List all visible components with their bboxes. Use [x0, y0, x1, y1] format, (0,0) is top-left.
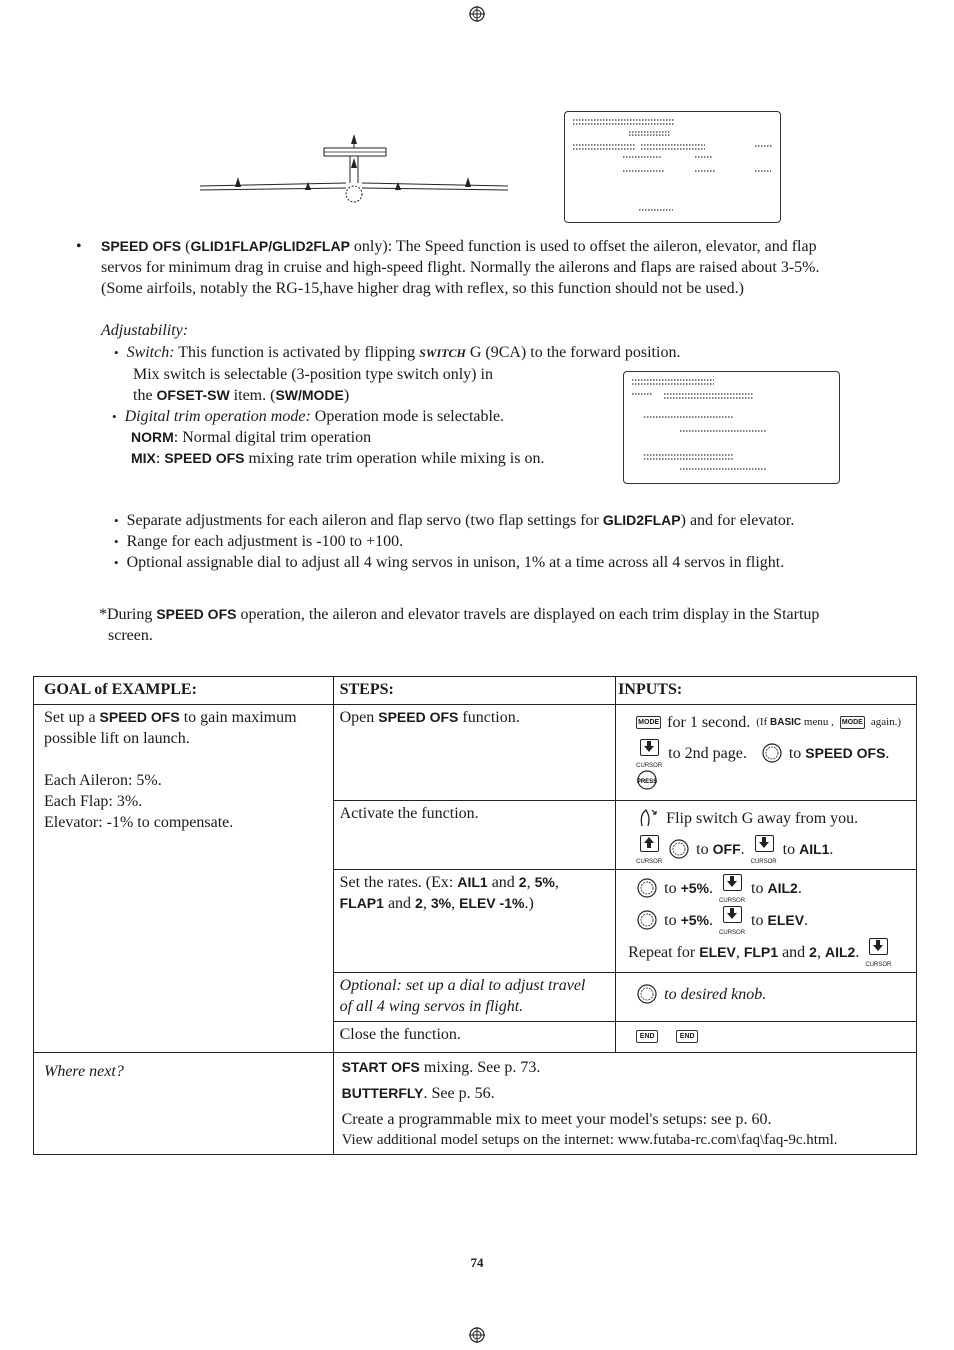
end-key-second[interactable]: END	[676, 1030, 698, 1043]
step-set-rates: Set the rates. (Ex: AIL1 and 2, 5%, FLAP1 and 2, 3%, ELEV -1%.)	[333, 870, 616, 973]
goal-cell: Set up a SPEED OFS to gain maximum possible lift on launch. Each Aileron: 5%. Each Flap: 3%. Elevator: -1% to compensate.	[34, 705, 334, 1053]
digital-trim-bullet: • Digital trim operation mode: Operation mode is selectable. NORM: Normal digital trim operation MIX: SPEED OFS mixing rate trim operation while mixing is on.	[112, 408, 545, 467]
speed-ofs-description: • SPEED OFS (GLID1FLAP/GLID2FLAP only): The Speed function is used to offset the aileron, elevator, and flap servos for minimum drag in cruise and high-speed flight. Normally the ailerons and flaps are raised about 3-5%. (Some airfoils, notably the RG-15,have higher drag with reflex, so this function should not be used.)	[76, 238, 820, 297]
registration-mark-bottom	[469, 1327, 485, 1343]
dial-icon[interactable]	[668, 838, 690, 860]
lcd-screen-speed-ofs	[564, 111, 781, 223]
example-steps-table	[33, 676, 917, 1155]
step-optional-dial: Optional: set up a dial to adjust travel of all 4 wing servos in flight.	[333, 973, 616, 1022]
description-line2: servos for minimum drag in cruise and high-speed flight. Normally the ailerons and flaps are raised about 3-5%.	[101, 259, 820, 276]
bullet-optional-dial: • Optional assignable dial to adjust all 4 wing servos in unison, 1% at a time across all 4 servos in flight.	[114, 554, 785, 571]
where-next-label: Where next?	[34, 1053, 334, 1155]
lcd-screen-offset-settings	[623, 371, 840, 484]
step-open-function: Open SPEED OFS function.	[333, 705, 616, 801]
step-activate: Activate the function.	[333, 801, 616, 870]
inputs-open-function: MODE for 1 second. (If BASIC menu , MODE again.) CURSOR to 2nd page. to SPEED OFS. PRESS	[616, 705, 917, 801]
speed-ofs-label: SPEED OFS	[101, 238, 182, 254]
inputs-optional-dial: to desired knob.	[616, 973, 917, 1022]
cursor-down-button[interactable]: CURSOR	[719, 906, 745, 934]
inputs-activate: Flip switch G away from you. CURSOR to OFF. CURSOR to AIL1.	[616, 801, 917, 870]
step-close: Close the function.	[333, 1022, 616, 1053]
dial-icon[interactable]	[636, 877, 658, 899]
butterfly-link[interactable]: BUTTERFLY	[341, 1085, 424, 1101]
inputs-close	[616, 1022, 917, 1053]
mix-switch-note: Mix switch is selectable (3-position type switch only) in the OFSET-SW item. (SW/MODE)	[133, 366, 493, 404]
adjustability-heading: Adjustability:	[101, 322, 189, 339]
cursor-down-button[interactable]: CURSOR	[865, 938, 891, 966]
mix-label: MIX	[131, 450, 156, 466]
switch-word: SWITCH	[419, 346, 466, 360]
registration-mark-top	[469, 6, 485, 22]
adjustment-bullets	[114, 510, 924, 573]
start-ofs-link[interactable]: START OFS	[341, 1059, 420, 1075]
description-line1: only): The Speed function is used to offset the aileron, elevator, and flap	[349, 238, 817, 255]
cursor-down-button[interactable]: CURSOR	[719, 874, 745, 902]
glider-wing-diagram	[200, 128, 510, 206]
cursor-down-button[interactable]: CURSOR	[636, 739, 662, 767]
switch-flip-icon[interactable]	[636, 806, 660, 830]
sw-mode-label: SW/MODE	[275, 387, 344, 403]
dial-icon[interactable]	[761, 742, 783, 764]
norm-label: NORM	[131, 429, 174, 445]
header-goal: GOAL of EXAMPLE:	[34, 677, 334, 705]
svg-text:PRESS: PRESS	[637, 779, 658, 785]
ofset-sw-label: OFSET-SW	[156, 387, 230, 403]
page-number: 74	[470, 1255, 484, 1270]
header-inputs: INPUTS:	[616, 677, 917, 705]
header-steps: STEPS:	[333, 677, 616, 705]
where-next-content: START OFS mixing. See p. 73. BUTTERFLY. See p. 56. Create a programmable mix to meet your model's setups: see p. 60. View additional model setups on the internet: www.futaba-rc.com\faq\faq-9c.html.	[333, 1053, 916, 1155]
bullet: •	[76, 238, 82, 255]
switch-bullet: • Switch: This function is activated by flipping SWITCH G (9CA) to the forward position.	[114, 344, 681, 361]
dial-icon[interactable]	[636, 909, 658, 931]
cursor-down-button[interactable]: CURSOR	[751, 835, 777, 863]
bullet-separate-adjustments: • Separate adjustments for each aileron and flap servo (two flap settings for GLID2FLAP) and for elevator.	[114, 512, 795, 529]
end-key[interactable]: END	[636, 1030, 658, 1043]
mode-key[interactable]: MODE	[636, 716, 661, 729]
cursor-up-button[interactable]: CURSOR	[636, 835, 662, 863]
startup-screen-note: *During SPEED OFS operation, the aileron and elevator travels are displayed on each trim display in the Startup screen.	[99, 606, 820, 644]
mode-key-again[interactable]: MODE	[840, 716, 865, 729]
bullet-range: • Range for each adjustment is -100 to +100.	[114, 533, 404, 550]
dial-icon[interactable]	[636, 983, 658, 1005]
description-line3: (Some airfoils, notably the RG-15,have higher drag with reflex, so this function should not be used.)	[101, 280, 744, 297]
model-types: GLID1FLAP/GLID2FLAP	[190, 238, 350, 254]
inputs-set-rates: to +5%. CURSOR to AIL2. to +5%. CURSOR to ELEV. Repeat for ELEV, FLP1 and 2, AIL2. CURSOR	[616, 870, 917, 973]
